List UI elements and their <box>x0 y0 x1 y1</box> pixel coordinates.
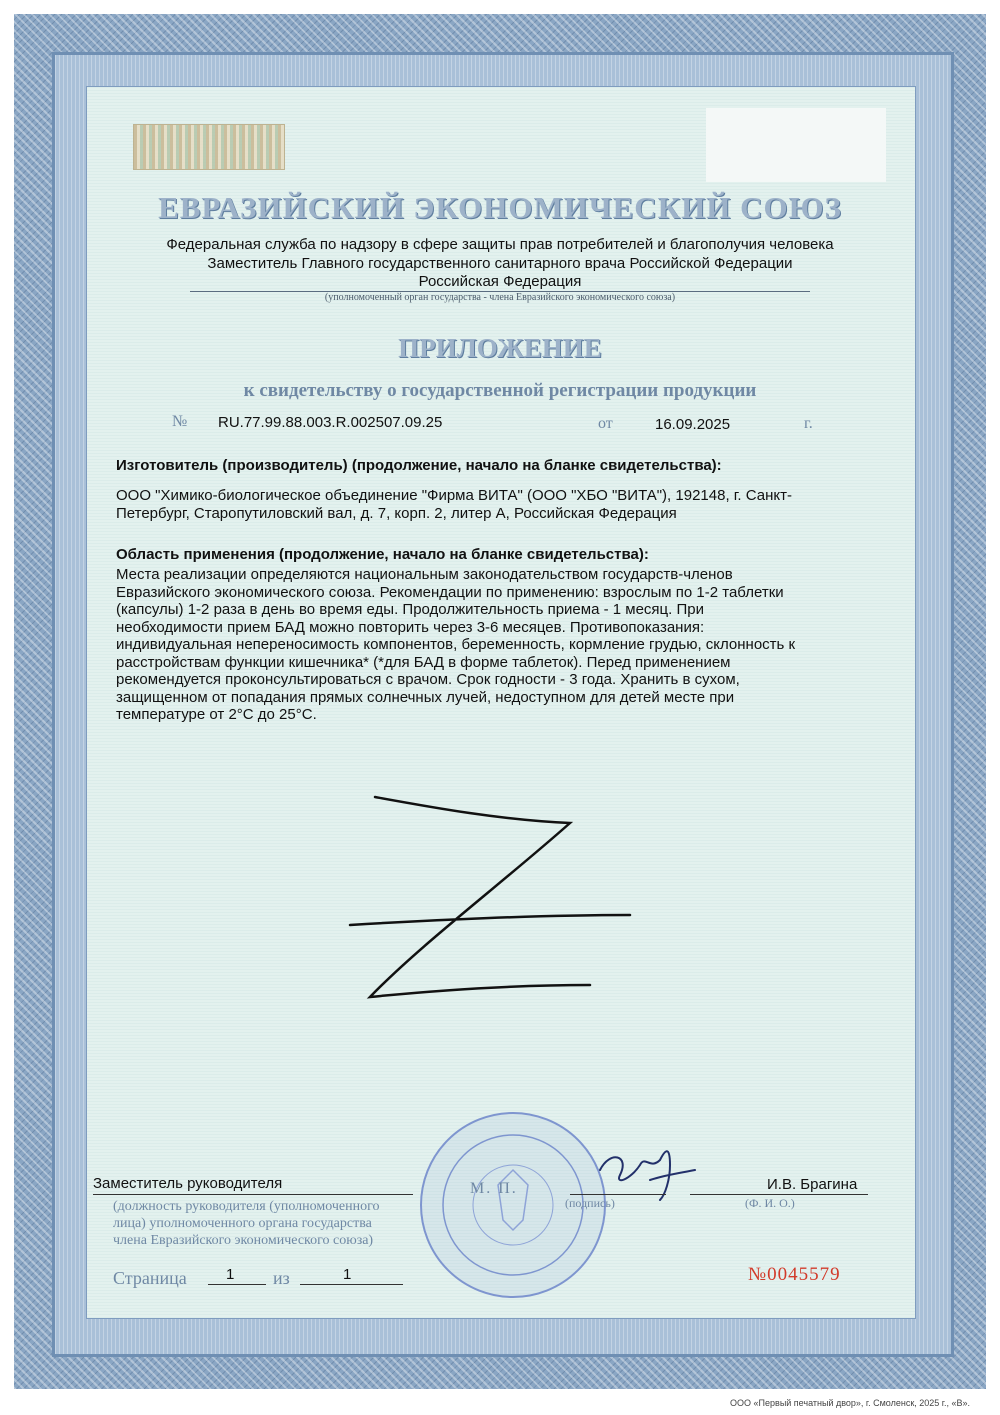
stamp-label: М. П. <box>470 1180 518 1197</box>
appendix-subtitle: к свидетельству о государственной регистрации продукции <box>243 380 757 401</box>
page-total-underline <box>300 1284 403 1285</box>
registration-date: 16.09.2025 <box>655 416 731 433</box>
name-caption: (Ф. И. О.) <box>745 1196 795 1210</box>
position-underline <box>93 1194 413 1195</box>
page-current: 1 <box>226 1266 235 1283</box>
scope-heading: Область применения (продолжение, начало на бланке свидетельства): <box>116 546 649 563</box>
manufacturer-heading: Изготовитель (производитель) (продолжение, начало на бланке свидетельства): <box>116 457 722 474</box>
scope-text: Места реализации определяются национальным законодательством государств-членов Евразийского экономического союза. Рекомендации по применению: взрослым по 1-2 таблетки (капсулы) 1-2 раза в день во время еды. Продолжительность приема - 1 месяц. При необходимости прием БАД можно повторить через 3-6 месяцев. Противопоказания: индивидуальная непереносимость компонентов, беременность, кормление грудью, склонность к расстройствам функции кишечника* (*для БАД в форме таблеток). Перед применением рекомендуется проконсультироваться с врачом. Срок годности - 3 года. Хранить в сухом, защищенном от попадания прямых солнечных лучей, недоступном для детей месте при температуре от 2°С до 25°С. <box>116 566 796 723</box>
registration-number: RU.77.99.88.003.R.002507.09.25 <box>218 414 443 431</box>
union-title: ЕВРАЗИЙСКИЙ ЭКОНОМИЧЕСКИЙ СОЮЗ <box>158 190 842 225</box>
z-strike-mark <box>340 785 640 1015</box>
page-label: Страница <box>113 1268 187 1288</box>
signatory-position: Заместитель руководителя <box>93 1175 283 1192</box>
page-total: 1 <box>343 1266 352 1283</box>
manufacturer-text: ООО "Химико-биологическое объединение "Фирма ВИТА" (ООО "ХБО "ВИТА"), 192148, г. Санкт- Петербург, Старопутиловский вал, д. 7, корп. 2, литер А, Российская Федерация <box>116 487 792 522</box>
agency-line-1: Федеральная служба по надзору в сфере защиты прав потребителей и благополучия человека <box>166 236 834 253</box>
agency-caption: (уполномоченный орган государства - члена Евразийского экономического союза) <box>324 292 676 303</box>
page-current-underline <box>208 1284 266 1285</box>
position-caption: (должность руководителя (уполномоченного лица) уполномоченного органа государства члена Евразийского экономического союза) <box>113 1199 380 1248</box>
signature-caption: (подпись) <box>565 1196 615 1210</box>
number-label: № <box>172 413 188 430</box>
from-label: от <box>598 415 613 432</box>
printer-imprint: ООО «Первый печатный двор», г. Смоленск, 2025 г., «В». <box>730 1398 970 1408</box>
serial-number: №0045579 <box>748 1264 841 1285</box>
page-of-label: из <box>273 1268 290 1288</box>
appendix-title: ПРИЛОЖЕНИЕ <box>398 333 602 363</box>
year-suffix: г. <box>804 415 813 432</box>
agency-line-3: Российская Федерация <box>418 273 582 290</box>
blank-corner-area <box>706 108 886 182</box>
name-underline <box>690 1194 868 1195</box>
agency-line-2: Заместитель Главного государственного санитарного врача Российской Федерации <box>207 255 793 272</box>
signature-underline <box>570 1194 666 1195</box>
hologram-sticker <box>133 124 285 170</box>
signatory-name: И.В. Брагина <box>767 1176 858 1193</box>
